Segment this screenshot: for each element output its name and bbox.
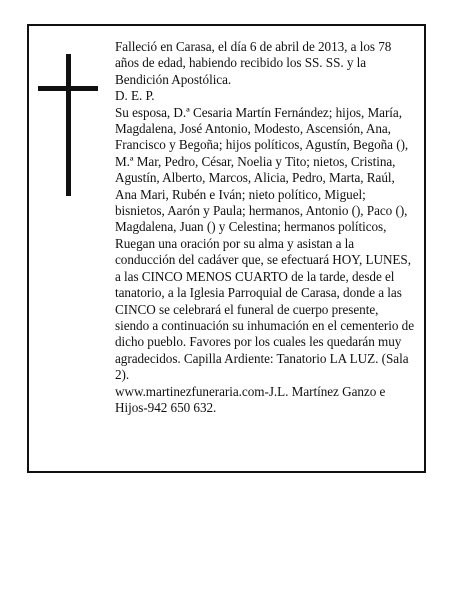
family-list: Su esposa, D.ª Cesaria Martín Fernández; hijos, María, Magdalena, José Antonio, Modesto, Ascensión, Ana, Francisco y Begoña; hijos políticos, Agustín, Begoña (), M.ª Mar, Pedro, César, Noelia y Tito; nietos, Cristina, Agustín, Alberto, Marcos, Alicia, Pedro, Marta, Raúl, Ana Mari, Rubén e Iván; nieto político, Miguel; bisnietos, Aarón y Paula; hermanos, Antonio (), Paco (), Magdalena, Juan () y Celestina; hermanos políticos, [115,104,409,235]
obituary-text [115,39,415,416]
cross-icon-crossbar [38,86,98,91]
death-announcement: Falleció en Carasa, el día 6 de abril de 2013, a los 78 años de edad, habiendo recibido los SS. SS. y la Bendición Apostólica. [115,39,392,87]
funeral-home-contact: www.martinezfuneraria.com-J.L. Martínez Ganzo e Hijos-942 650 632. [115,383,386,415]
cross-icon [66,54,71,196]
funeral-details: Ruegan una oración por su alma y asistan a la conducción del cadáver que, se efectuará HOY, LUNES, a las CINCO MENOS CUARTO de la tarde, desde el tanatorio, a la Iglesia Parroquial de Carasa, donde a las CINCO se celebrará el funeral de cuerpo presente, siendo a continuación su inhumación en el cementerio de dicho pueblo. Favores por los cuales les quedarán muy agradecidos. Capilla Ardiente: Tanatorio LA LUZ. (Sala 2). [115,235,414,383]
rest-in-peace: D. E. P. [115,88,155,104]
